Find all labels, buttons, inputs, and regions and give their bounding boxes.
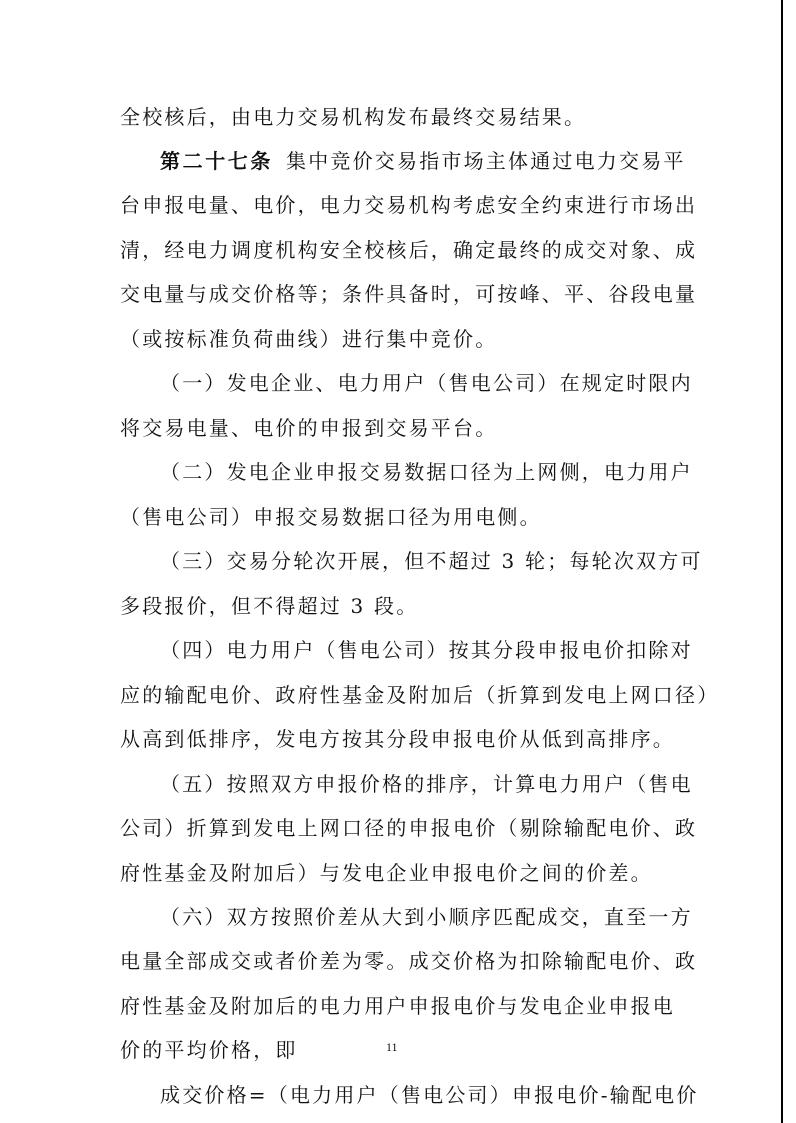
text-line-3: 台申报电量、电价，电力交易机构考虑安全约束进行市场出 <box>120 193 698 217</box>
page-number: 11 <box>386 1040 398 1054</box>
text-line-14: 应的输配电价、政府性基金及附加后（折算到发电上网口径） <box>120 683 720 707</box>
text-line-10: （售电公司）申报交易数据口径为用电侧。 <box>120 505 542 529</box>
text-line-2: 集中竞价交易指市场主体通过电力交易平 <box>286 149 686 173</box>
text-line-4: 清，经电力调度机构安全校核后，确定最终的成交对象、成 <box>120 238 698 262</box>
text-line-15: 从高到低排序，发电方按其分段申报电价从低到高排序。 <box>120 727 675 751</box>
text-line-11: （三）交易分轮次开展，但不超过 3 轮；每轮次双方可 <box>160 549 703 573</box>
text-line-6: （或按标准负荷曲线）进行集中竞价。 <box>120 327 498 351</box>
text-line-16: （五）按照双方申报价格的排序，计算电力用户（售电 <box>160 772 693 796</box>
text-line-12: 多段报价，但不得超过 3 段。 <box>120 594 419 618</box>
text-line-5: 交电量与成交价格等；条件具备时，可按峰、平、谷段电量 <box>120 282 698 306</box>
text-line-19: （六）双方按照价差从大到小顺序匹配成交，直至一方 <box>160 905 693 929</box>
text-line-18: 府性基金及附加后）与发电企业申报电价之间的价差。 <box>120 861 653 885</box>
text-line-9: （二）发电企业申报交易数据口径为上网侧，电力用户 <box>160 460 693 484</box>
text-line-7: （一）发电企业、电力用户（售电公司）在规定时限内 <box>160 371 693 395</box>
text-line-17: 公司）折算到发电上网口径的申报电价（剔除输配电价、政 <box>120 816 698 840</box>
text-line-22: 价的平均价格，即 <box>120 1038 298 1062</box>
text-line-13: （四）电力用户（售电公司）按其分段申报电价扣除对 <box>160 638 693 662</box>
text-line-8: 将交易电量、电价的申报到交易平台。 <box>120 416 498 440</box>
text-line-20: 电量全部成交或者价差为零。成交价格为扣除输配电价、政 <box>120 949 698 973</box>
article-heading: 第二十七条 <box>160 149 273 173</box>
text-line-23: 成交价格=（电力用户（售电公司）申报电价-输配电价 <box>160 1083 699 1107</box>
page-right-border <box>781 0 783 1123</box>
text-line-21: 府性基金及附加后的电力用户申报电价与发电企业申报电 <box>120 994 675 1018</box>
text-line-1: 全校核后，由电力交易机构发布最终交易结果。 <box>120 105 587 129</box>
